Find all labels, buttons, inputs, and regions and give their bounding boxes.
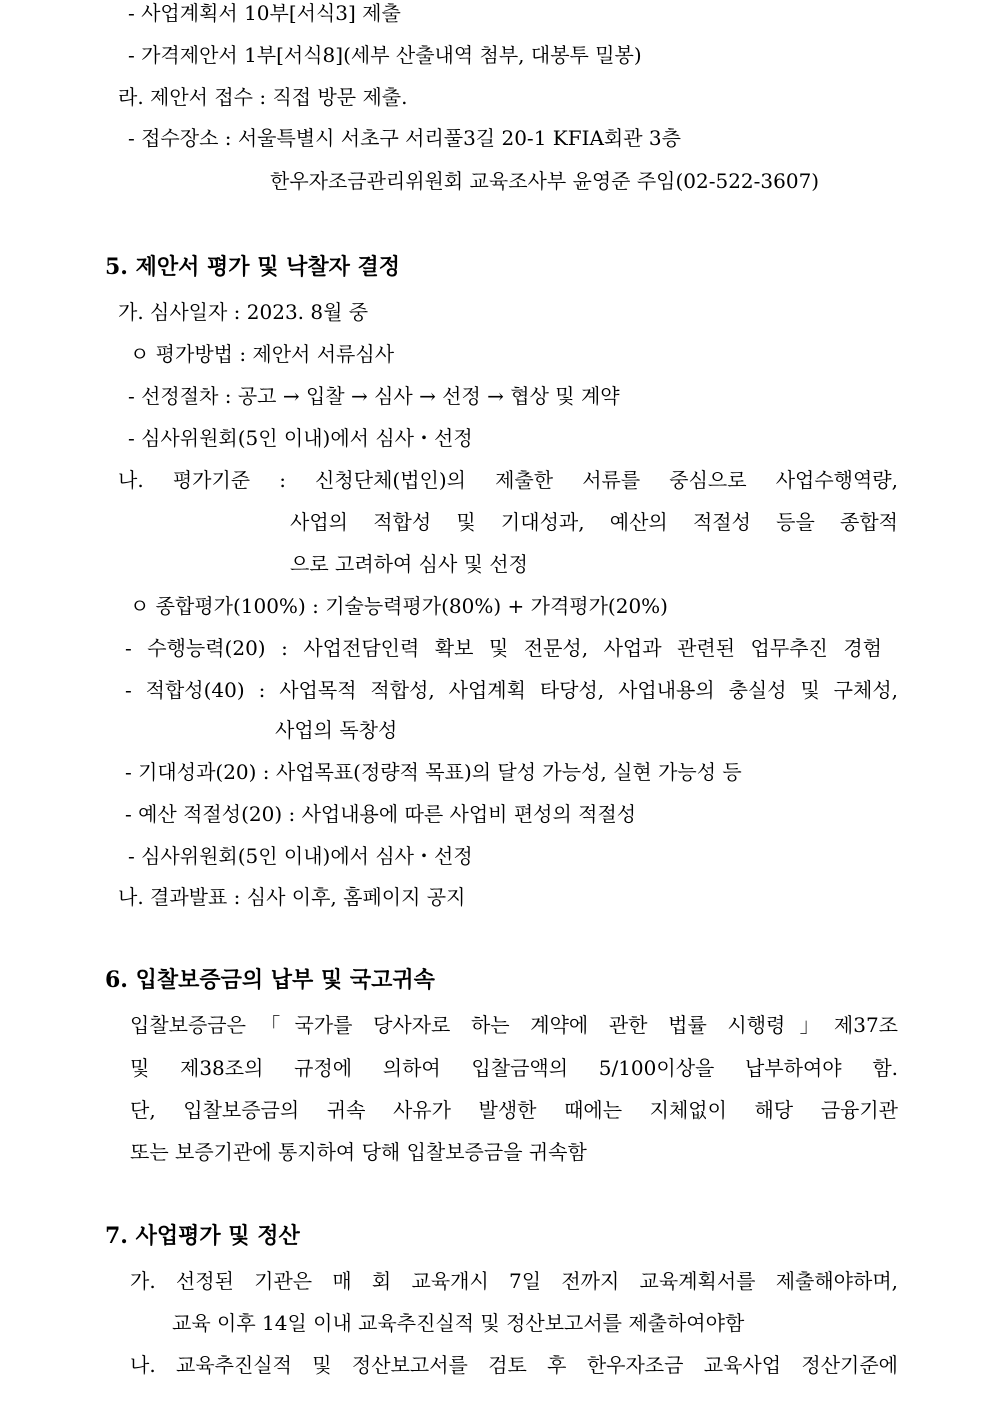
submission-location: - 접수장소 : 서울특별시 서초구 서리풀3길 20-1 KFIA회관 3층 <box>128 126 681 150</box>
list-item-continued: 교육 이후 14일 이내 교육추진실적 및 정산보고서를 제출하여야함 <box>172 1311 745 1335</box>
submission-method: 라. 제안서 접수 : 직접 방문 제출. <box>118 85 408 109</box>
paragraph-line: 단, 입찰보증금의 귀속 사유가 발생한 때에는 지체없이 해당 금융기관 <box>130 1098 898 1122</box>
list-item: ㅇ 종합평가(100%) : 기술능력평가(80%) + 가격평가(20%) <box>130 594 668 618</box>
section-heading-5: 5. 제안서 평가 및 낙찰자 결정 <box>105 254 401 280</box>
list-item: 나. 교육추진실적 및 정산보고서를 검토 후 한우자조금 교육사업 정산기준에 <box>130 1353 898 1377</box>
list-item: - 예산 적절성(20) : 사업내용에 따른 사업비 편성의 적절성 <box>125 802 637 826</box>
section-heading-7: 7. 사업평가 및 정산 <box>105 1223 300 1249</box>
paragraph-line: 입찰보증금은「국가를 당사자로 하는 계약에 관한 법률 시행령」제37조 <box>130 1013 898 1037</box>
list-item: 가. 심사일자 : 2023. 8월 중 <box>118 300 369 324</box>
paragraph-line: 및 제38조의 규정에 의하여 입찰금액의 5/100이상을 납부하여야 함. <box>130 1056 898 1080</box>
contact-person: 한우자조금관리위원회 교육조사부 윤영준 주임(02-522-3607) <box>270 169 820 193</box>
list-item: - 기대성과(20) : 사업목표(정량적 목표)의 달성 가능성, 실현 가능성 등 <box>125 760 742 784</box>
list-item: - 심사위원회(5인 이내)에서 심사・선정 <box>128 426 473 450</box>
list-item: ㅇ 평가방법 : 제안서 서류심사 <box>130 342 395 366</box>
submission-item: - 가격제안서 1부[서식8](세부 산출내역 첨부, 대봉투 밀봉) <box>128 43 642 67</box>
list-item-continued: 사업의 적합성 및 기대성과, 예산의 적절성 등을 종합적 <box>290 510 898 534</box>
section-heading-6: 6. 입찰보증금의 납부 및 국고귀속 <box>105 967 435 993</box>
list-item: - 심사위원회(5인 이내)에서 심사・선정 <box>128 844 473 868</box>
list-item-continued: 으로 고려하여 심사 및 선정 <box>290 552 528 576</box>
submission-item: - 사업계획서 10부[서식3] 제출 <box>128 1 401 25</box>
list-item: - 선정절차 : 공고 → 입찰 → 심사 → 선정 → 협상 및 계약 <box>128 384 620 408</box>
list-item: - 적합성(40) : 사업목적 적합성, 사업계획 타당성, 사업내용의 충실성 및 구체성, <box>125 678 898 702</box>
list-item: 나. 평가기준 : 신청단체(법인)의 제출한 서류를 중심으로 사업수행역량, <box>118 468 898 492</box>
list-item-continued: 사업의 독창성 <box>275 718 398 742</box>
list-item: 가. 선정된 기관은 매 회 교육개시 7일 전까지 교육계획서를 제출해야하며, <box>130 1269 898 1293</box>
list-item: - 수행능력(20) : 사업전담인력 확보 및 전문성, 사업과 관련된 업무추진 경험 <box>125 636 882 660</box>
paragraph-line: 또는 보증기관에 통지하여 당해 입찰보증금을 귀속함 <box>130 1140 587 1164</box>
list-item: 나. 결과발표 : 심사 이후, 홈페이지 공지 <box>118 885 466 909</box>
